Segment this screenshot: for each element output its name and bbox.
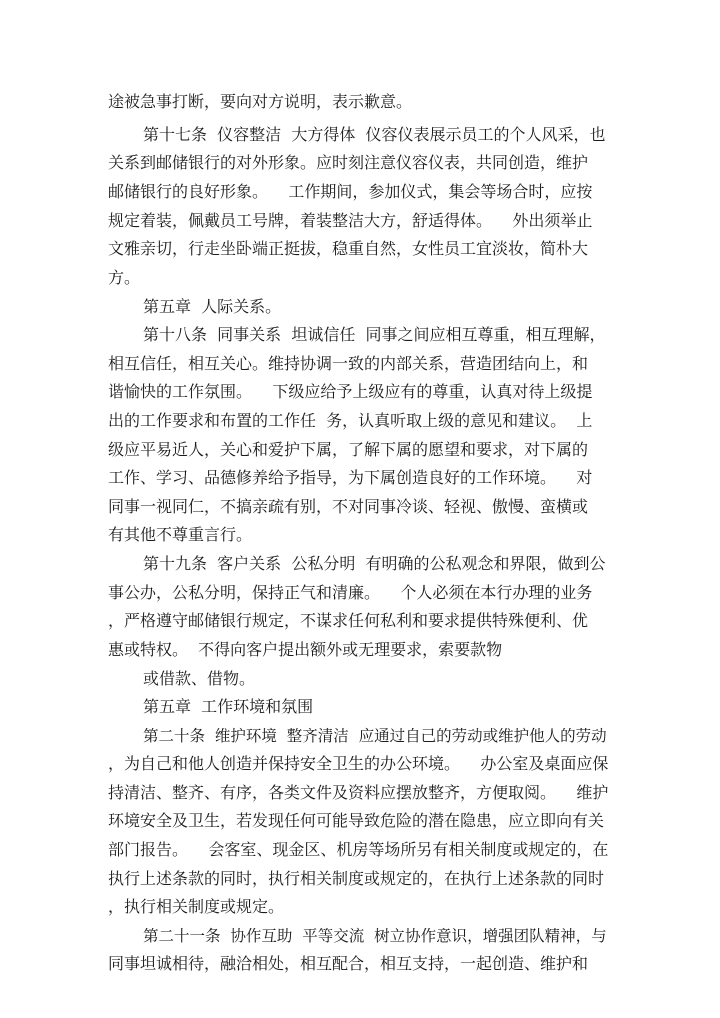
text-line: 第二十条 维护环境 整齐清洁 应通过自己的劳动或维护他人的劳动	[143, 727, 607, 745]
chapter-heading: 第五章 人际关系。	[143, 297, 282, 316]
text-line: ，执行相关制度或规定。	[108, 897, 285, 916]
text-line: 部门报告。 会客室、现金区、机房等场所另有相关制度或规定的，在	[108, 840, 609, 859]
text-line: 邮储银行的良好形象。 工作期间，参加仪式，集会等场合时，应按	[108, 182, 593, 201]
text-line: 谐愉快的工作氛围。 下级应给予上级应有的尊重，认真对待上级提	[108, 382, 593, 401]
text-line: 第十七条 仪容整洁 大方得体 仪容仪表展示员工的个人风采，也	[143, 125, 606, 144]
text-line: 规定着装，佩戴员工号牌，着装整洁大方，舒适得体。 外出须举止	[108, 211, 593, 230]
text-line: 第十九条 客户关系 公私分明 有明确的公私观念和界限，做到公	[143, 554, 606, 573]
text-line: 第十八条 同事关系 坦诚信任 同事之间应相互尊重，相互理解，	[143, 325, 606, 344]
chapter-heading: 第五章 工作环境和氛围	[143, 697, 314, 716]
text-line: 文雅亲切，行走坐卧端正挺拔，稳重自然，女性员工宜淡妆，简朴大	[108, 239, 589, 258]
text-line: 惠或特权。 不得向客户提出额外或无理要求，索要款物	[108, 640, 503, 659]
text-line: 相互信任，相互关心。维持协调一致的内部关系，营造团结向上，和	[108, 354, 589, 373]
text-line: ，为自己和他人创造并保持安全卫生的办公环境。 办公室及桌面应保	[108, 754, 609, 773]
text-line: 或借款、借物。	[143, 669, 256, 688]
text-line: 工作、学习、品德修养给予指导，为下属创造良好的工作环境。 对	[108, 468, 593, 487]
text-line: ，严格遵守邮储银行规定，不谋求任何私利和要求提供特殊便利、优	[108, 611, 589, 630]
text-line: 执行上述条款的同时，执行相关制度或规定的，在执行上述条款的同时	[108, 869, 605, 888]
text-line: 环境安全及卫生，若发现任何可能导致危险的潜在隐患，应立即向有关	[108, 811, 605, 830]
text-line: 级应平易近人，关心和爱护下属，了解下属的愿望和要求，对下属的	[108, 440, 589, 459]
text-line: 出的工作要求和布置的工作任 务，认真听取上级的意见和建议。 上	[108, 411, 593, 430]
text-line: 有其他不尊重言行。	[108, 525, 253, 544]
text-line: 事公办，公私分明，保持正气和清廉。 个人必须在本行办理的业务	[108, 583, 593, 602]
text-line: 关系到邮储银行的对外形象。应时刻注意仪容仪表，共同创造，维护	[108, 153, 589, 172]
text-line: 第二十一条 协作互助 平等交流 树立协作意识，增强团队精神，与	[143, 927, 607, 945]
text-line: 方。	[108, 268, 141, 287]
text-line: 同事一视同仁，不搞亲疏有别，不对同事冷谈、轻视、傲慢、蛮横或	[108, 497, 589, 516]
text-line: 同事坦诚相待，融洽相处，相互配合，相互支持，一起创造、维护和	[108, 954, 589, 973]
text-line: 途被急事打断，要向对方说明，表示歉意。	[108, 92, 413, 111]
text-line: 持清洁、整齐、有序，各类文件及资料应摆放整齐，方便取阅。 维护	[108, 783, 609, 802]
